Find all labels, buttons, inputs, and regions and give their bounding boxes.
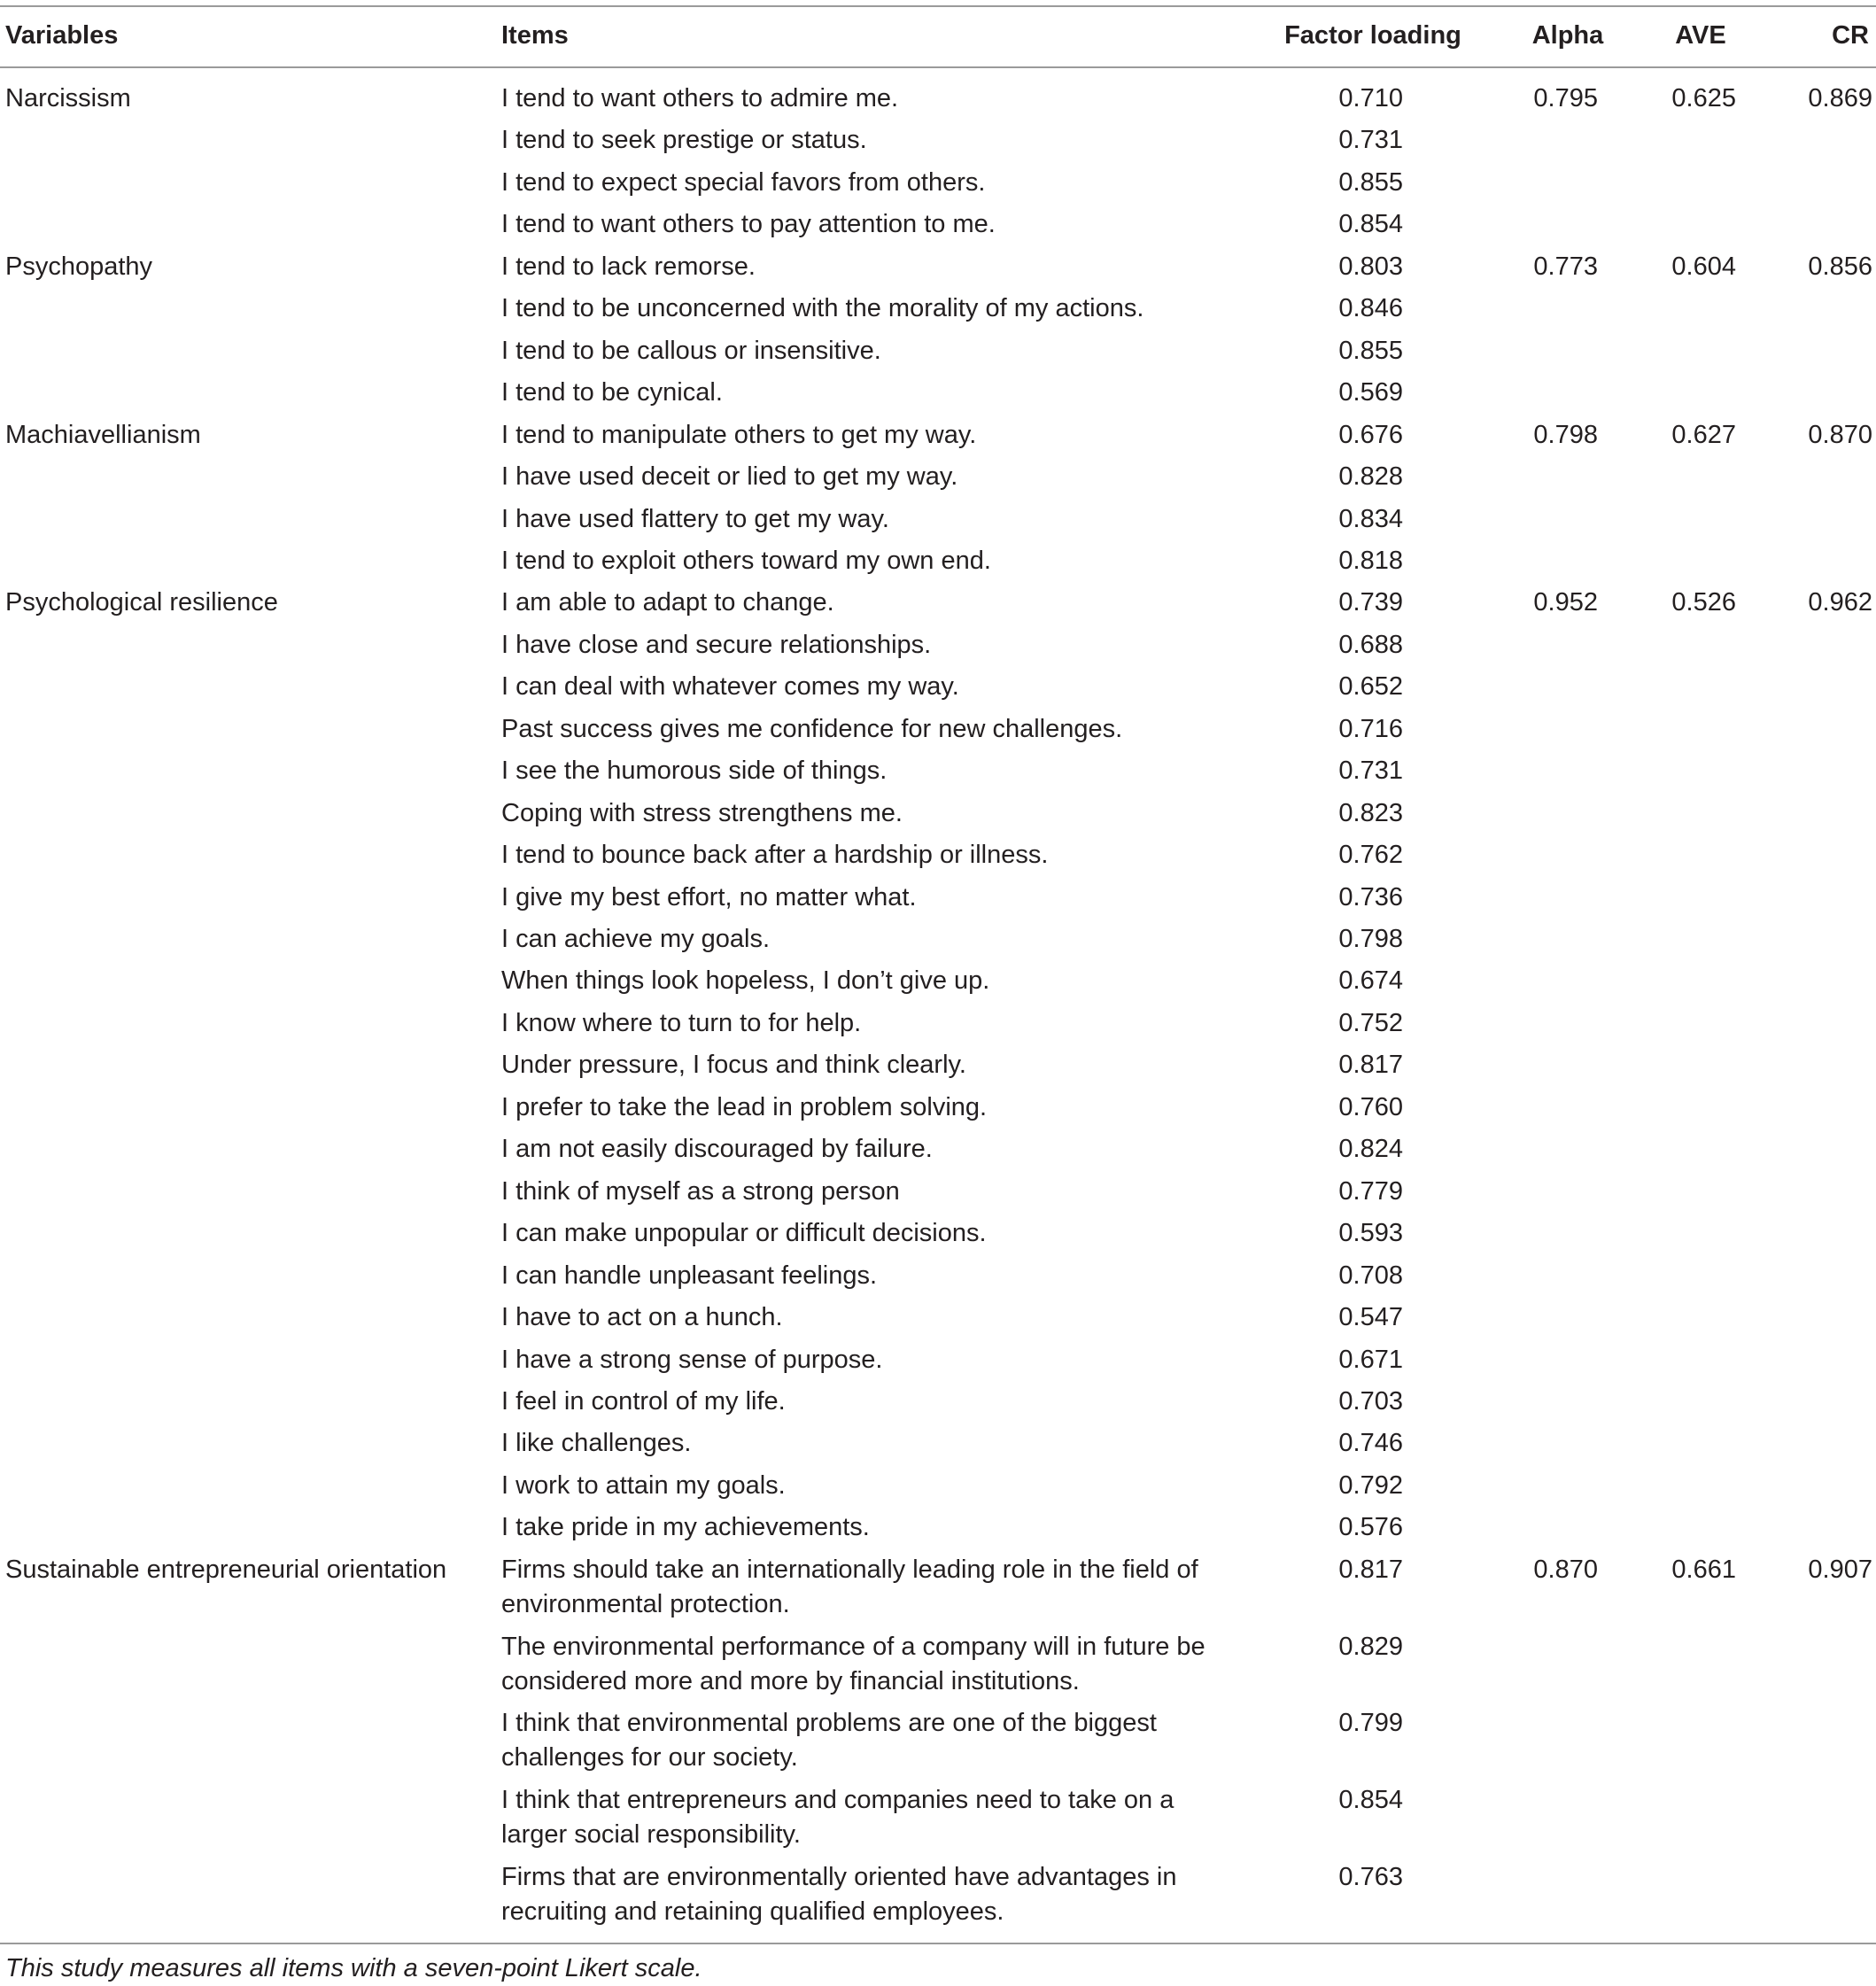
factor-loading-value: 0.676	[1338, 420, 1403, 449]
item-text: I give my best effort, no matter what.	[501, 882, 917, 912]
variable-name: Sustainable entrepreneurial orientation	[5, 1555, 447, 1584]
factor-loading-value: 0.818	[1338, 546, 1403, 575]
factor-loading-value: 0.854	[1338, 210, 1403, 239]
item-text: I see the humorous side of things.	[501, 756, 888, 786]
item-text: I prefer to take the lead in problem solving.	[501, 1092, 988, 1121]
item-text: I tend to be cynical.	[501, 378, 723, 407]
header-ave: AVE	[1675, 21, 1726, 50]
top-rule	[0, 5, 1876, 7]
factor-loading-value: 0.817	[1338, 1051, 1403, 1080]
item-text: I am not easily discouraged by failure.	[501, 1135, 933, 1164]
factor-loading-value: 0.792	[1338, 1470, 1403, 1500]
item-text: Firms that are environmentally oriented have advantages in recruiting and retaining qualified employees.	[501, 1862, 1177, 1926]
factor-loading-value: 0.569	[1338, 378, 1403, 407]
item-text: I tend to bounce back after a hardship or illness.	[501, 841, 1049, 870]
factor-loading-value: 0.710	[1338, 84, 1403, 112]
factor-loading-value: 0.855	[1338, 167, 1403, 197]
factor-loading-value: 0.760	[1338, 1092, 1403, 1121]
factor-loading-value: 0.752	[1338, 1008, 1403, 1037]
factor-loading-value: 0.823	[1338, 798, 1403, 827]
factor-loading-value: 0.688	[1338, 630, 1403, 659]
item-text: I think that entrepreneurs and companies need to take on a larger social responsibility.	[501, 1786, 1174, 1850]
factor-loading-value: 0.855	[1338, 336, 1403, 365]
header-cr: CR	[1832, 21, 1869, 50]
factor-loading-value: 0.731	[1338, 126, 1403, 155]
item-text: I take pride in my achievements.	[501, 1513, 870, 1542]
factor-loading-value: 0.846	[1338, 294, 1403, 323]
table-footnote: This study measures all items with a seven-point Likert scale.	[5, 1954, 702, 1982]
cr-value: 0.962	[1808, 588, 1872, 617]
factor-loading-value: 0.746	[1338, 1429, 1403, 1458]
item-text: The environmental performance of a company will in future be considered more and more by financial institutions.	[501, 1632, 1205, 1695]
factor-loading-value: 0.824	[1338, 1135, 1403, 1164]
factor-loading-value: 0.674	[1338, 966, 1403, 996]
item-text: I like challenges.	[501, 1429, 692, 1458]
factor-loading-value: 0.716	[1338, 714, 1403, 743]
item-text: I can achieve my goals.	[501, 925, 771, 953]
cr-value: 0.869	[1808, 84, 1872, 112]
ave-value: 0.661	[1671, 1555, 1736, 1584]
factor-loading-value: 0.817	[1338, 1555, 1403, 1584]
item-text: I tend to be callous or insensitive.	[501, 336, 881, 365]
alpha-value: 0.773	[1533, 252, 1598, 281]
header-variables: Variables	[5, 21, 119, 50]
ave-value: 0.627	[1671, 420, 1736, 449]
header-items: Items	[501, 21, 569, 50]
factor-loading-value: 0.762	[1338, 841, 1403, 870]
item-text: Firms should take an internationally leading role in the field of environmental protection.	[501, 1555, 1198, 1618]
cr-value: 0.856	[1808, 252, 1872, 281]
factor-loading-value: 0.703	[1338, 1386, 1403, 1416]
variable-name: Machiavellianism	[5, 420, 201, 449]
item-text: When things look hopeless, I don’t give up.	[501, 966, 990, 996]
item-text: I have used deceit or lied to get my way.	[501, 462, 958, 492]
factor-loading-value: 0.736	[1338, 882, 1403, 912]
variable-name: Psychopathy	[5, 252, 153, 281]
factor-loading-value: 0.829	[1338, 1632, 1403, 1661]
factor-loading-value: 0.803	[1338, 252, 1403, 281]
factor-loading-value: 0.652	[1338, 672, 1403, 702]
item-text: I tend to expect special favors from others.	[501, 167, 986, 197]
item-text: I have a strong sense of purpose.	[501, 1345, 883, 1374]
item-text: I can make unpopular or difficult decisions.	[501, 1219, 987, 1248]
item-text: I think that environmental problems are one of the biggest challenges for our society.	[501, 1709, 1157, 1773]
factor-loading-value: 0.834	[1338, 504, 1403, 533]
header-alpha: Alpha	[1531, 21, 1604, 50]
item-text: I have used flattery to get my way.	[501, 504, 889, 533]
item-text: I have close and secure relationships.	[501, 630, 932, 659]
item-text: I tend to seek prestige or status.	[501, 126, 867, 155]
factor-loading-value: 0.779	[1338, 1176, 1403, 1206]
alpha-value: 0.952	[1533, 588, 1598, 617]
bottom-rule	[0, 1943, 1876, 1944]
factor-loading-value: 0.593	[1338, 1219, 1403, 1248]
header-factor-loading: Factor loading	[1284, 21, 1461, 50]
item-text: I tend to want others to pay attention to me.	[501, 210, 996, 239]
item-text: I have to act on a hunch.	[501, 1303, 783, 1332]
ave-value: 0.625	[1671, 84, 1736, 112]
alpha-value: 0.795	[1533, 84, 1598, 112]
item-text: Past success gives me confidence for new challenges.	[501, 714, 1123, 743]
factor-loading-value: 0.708	[1338, 1261, 1403, 1290]
item-text: I tend to want others to admire me.	[501, 84, 899, 112]
factor-loading-value: 0.576	[1338, 1513, 1403, 1542]
factor-loading-value: 0.798	[1338, 925, 1403, 953]
ave-value: 0.604	[1671, 252, 1736, 281]
item-text: I can deal with whatever comes my way.	[501, 672, 959, 702]
cr-value: 0.907	[1808, 1555, 1872, 1584]
factor-loading-value: 0.547	[1338, 1303, 1403, 1332]
item-text: I work to attain my goals.	[501, 1470, 786, 1500]
item-text: Under pressure, I focus and think clearly.	[501, 1051, 966, 1080]
cr-value: 0.870	[1808, 420, 1872, 449]
alpha-value: 0.798	[1533, 420, 1598, 449]
factor-loading-value: 0.671	[1338, 1345, 1403, 1374]
factor-loading-value: 0.799	[1338, 1709, 1403, 1738]
factor-loading-value: 0.763	[1338, 1862, 1403, 1891]
item-text: I tend to be unconcerned with the morality of my actions.	[501, 294, 1144, 323]
factor-loading-value: 0.731	[1338, 756, 1403, 786]
item-text: I am able to adapt to change.	[501, 588, 834, 617]
item-text: I tend to lack remorse.	[501, 252, 756, 281]
item-text: I tend to exploit others toward my own end.	[501, 546, 991, 575]
item-text: Coping with stress strengthens me.	[501, 798, 903, 827]
alpha-value: 0.870	[1533, 1555, 1598, 1584]
item-text: I feel in control of my life.	[501, 1386, 786, 1416]
variable-name: Narcissism	[5, 84, 131, 112]
item-text: I tend to manipulate others to get my way.	[501, 420, 977, 449]
factor-loading-value: 0.854	[1338, 1786, 1403, 1815]
item-text: I know where to turn to for help.	[501, 1008, 862, 1037]
ave-value: 0.526	[1671, 588, 1736, 617]
variable-name: Psychological resilience	[5, 588, 278, 617]
header-rule	[0, 66, 1876, 68]
item-text: I think of myself as a strong person	[501, 1176, 900, 1206]
factor-loading-value: 0.828	[1338, 462, 1403, 492]
factor-loading-value: 0.739	[1338, 588, 1403, 617]
item-text: I can handle unpleasant feelings.	[501, 1261, 878, 1290]
